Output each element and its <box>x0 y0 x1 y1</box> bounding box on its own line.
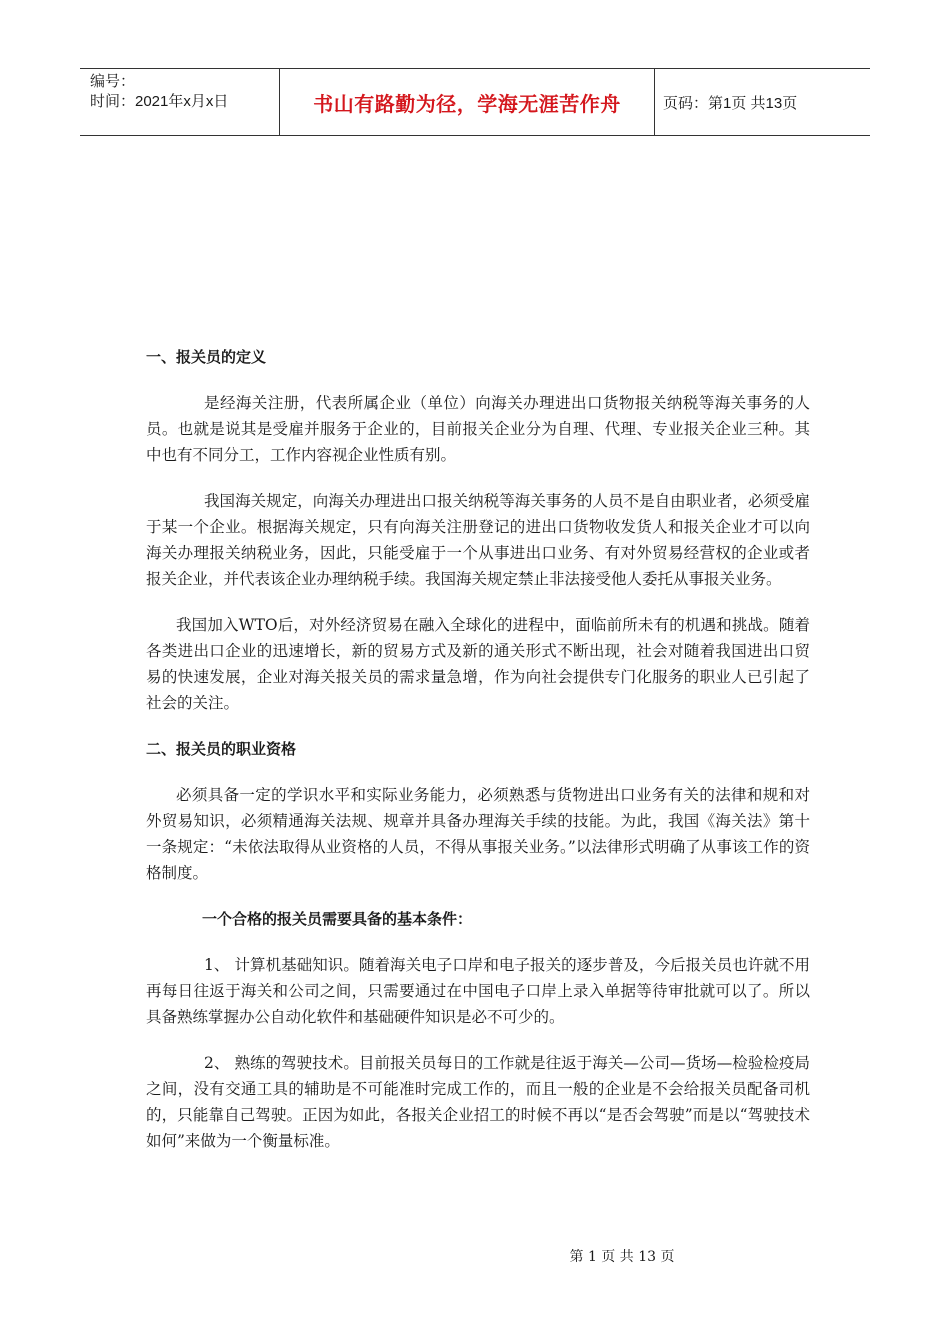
section-1-paragraph-2: 我国海关规定，向海关办理进出口报关纳税等海关事务的人员不是自由职业者，必须受雇于某一个企业。根据海关规定，只有向海关注册登记的进出口货物收发货人和报关企业才可以向海关办理报关纳税业务，因此，只能受雇于一个从事进出口业务、有对外贸易经营权的企业或者报关企业，并代表该企业办理纳税手续。我国海关规定禁止非法接受他人委托从事报关业务。 <box>146 492 810 588</box>
time-label: 时间：2021年x月x日 <box>90 93 229 110</box>
document-body <box>146 344 810 1174</box>
section-1-title: 一、报关员的定义 <box>146 348 267 366</box>
section-2-title: 二、报关员的职业资格 <box>146 740 297 758</box>
header-motto: 书山有路勤为径，学海无涯苦作舟 <box>280 69 655 135</box>
header-page-info: 页码：第1页 共13页 <box>663 94 798 112</box>
section-2-subheading: 一个合格的报关员需要具备的基本条件： <box>202 910 473 928</box>
header-meta <box>80 69 280 135</box>
section-1-paragraph-1: 是经海关注册，代表所属企业（单位）向海关办理进出口货物报关纳税等海关事务的人员。也就是说其是受雇并服务于企业的，目前报关企业分为自理、代理、专业报关企业三种。其中也有不同分工，工作内容视企业性质有别。 <box>146 394 810 464</box>
section-2-item-2: 2、 熟练的驾驶技术。目前报关员每日的工作就是往返于海关—公司—货场—检验检疫局之间，没有交通工具的辅助是不可能准时完成工作的，而且一般的企业是不会给报关员配备司机的，只能靠自己驾驶。正因为如此，各报关企业招工的时候不再以“是否会驾驶”而是以“驾驶技术如何”来做为一个衡量标准。 <box>146 1054 810 1150</box>
section-2-item-1: 1、 计算机基础知识。随着海关电子口岸和电子报关的逐步普及，今后报关员也许就不用再每日往返于海关和公司之间，只需要通过在中国电子口岸上录入单据等待审批就可以了。所以具备熟练掌握办公自动化软件和基础硬件知识是必不可少的。 <box>146 956 810 1026</box>
number-label: 编号： <box>90 73 136 90</box>
section-2-paragraph-1: 必须具备一定的学识水平和实际业务能力，必须熟悉与货物进出口业务有关的法律和规和对外贸易知识，必须精通海关法规、规章并具备办理海关手续的技能。为此，我国《海关法》第十一条规定：“未依法取得从业资格的人员，不得从事报关业务。”以法律形式明确了从事该工作的资格制度。 <box>146 786 810 882</box>
document-header <box>80 68 870 136</box>
page-footer: 第 1 页 共 13 页 <box>569 1249 675 1265</box>
section-1-paragraph-3: 我国加入WTO后，对外经济贸易在融入全球化的进程中，面临前所未有的机遇和挑战。随着各类进出口企业的迅速增长，新的贸易方式及新的通关形式不断出现，社会对随着我国进出口贸易的快速发展，企业对海关报关员的需求量急增，作为向社会提供专门化服务的职业人已引起了社会的关注。 <box>146 616 810 712</box>
